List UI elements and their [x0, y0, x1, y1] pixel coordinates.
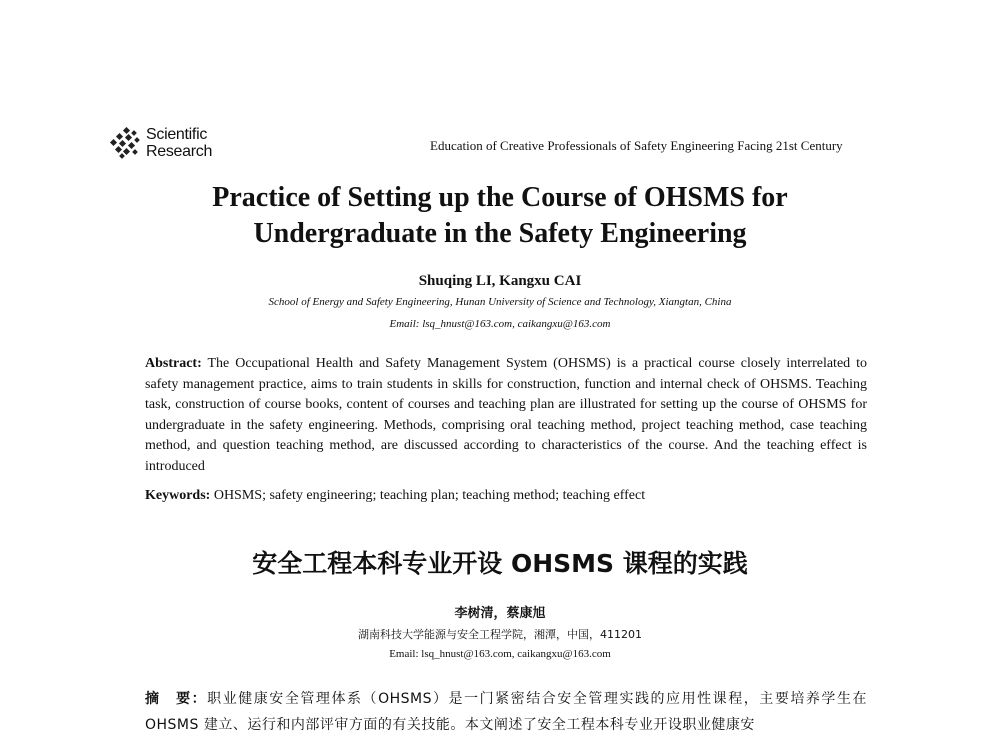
logo-line-1: Scientific [146, 126, 208, 143]
chinese-abstract-label: 摘 要： [145, 691, 208, 707]
logo-line-2: Research [146, 143, 213, 160]
scientific-research-logo-icon [108, 126, 144, 160]
keywords [145, 488, 867, 504]
chinese-affiliation: 湖南科技大学能源与安全工程学院，湘潭，中国，411201 [358, 628, 642, 641]
abstract-text: The Occupational Health and Safety Management System (OHSMS) is a practical course closely interrelated to safety management practice, aims to train students in skills for construction, function and internal check of OHSMS. Teaching task, construction of course books, content of courses and teaching plan are illustrated for setting up the course of OHSMS for undergraduate in the safety engineering. Methods, comprising oral teaching method, project teaching method, case teaching method, and question teaching method, are discussed according to characteristics of the course. And the teaching effect is introduced [145, 356, 868, 474]
chinese-abstract-text: 职业健康安全管理体系（OHSMS）是一门紧密结合安全管理实践的应用性课程，主要培养学生在 OHSMS 建立、运行和内部评审方面的有关技能。本文阐述了安全工程本科专业开设职业健康安 [145, 691, 867, 733]
title-line-1: Practice of Setting up the Course of OHSMS for [212, 182, 788, 213]
chinese-title: 安全工程本科专业开设 OHSMS 课程的实践 [252, 549, 748, 578]
running-head: Education of Creative Professionals of Safety Engineering Facing 21st Century [430, 138, 843, 153]
publisher-logo [108, 126, 212, 160]
abstract-label: Abstract: [145, 356, 202, 371]
abstract [145, 354, 867, 478]
authors: Shuqing LI, Kangxu CAI [418, 273, 582, 289]
chinese-authors: 李树清，蔡康旭 [454, 606, 546, 621]
chinese-email: Email: lsq_hnust@163.com, caikangxu@163.com [389, 648, 611, 660]
logo-text [146, 126, 212, 160]
chinese-abstract [145, 686, 867, 738]
keywords-label: Keywords: [145, 488, 211, 503]
paper-title [0, 180, 1000, 252]
affiliation: School of Energy and Safety Engineering, Hunan University of Science and Technology, Xiangtan, China [268, 296, 732, 308]
author-email: Email: lsq_hnust@163.com, caikangxu@163.com [389, 318, 611, 330]
title-line-2: Undergraduate in the Safety Engineering [253, 218, 747, 249]
keywords-text: OHSMS; safety engineering; teaching plan; teaching method; teaching effect [213, 488, 646, 503]
